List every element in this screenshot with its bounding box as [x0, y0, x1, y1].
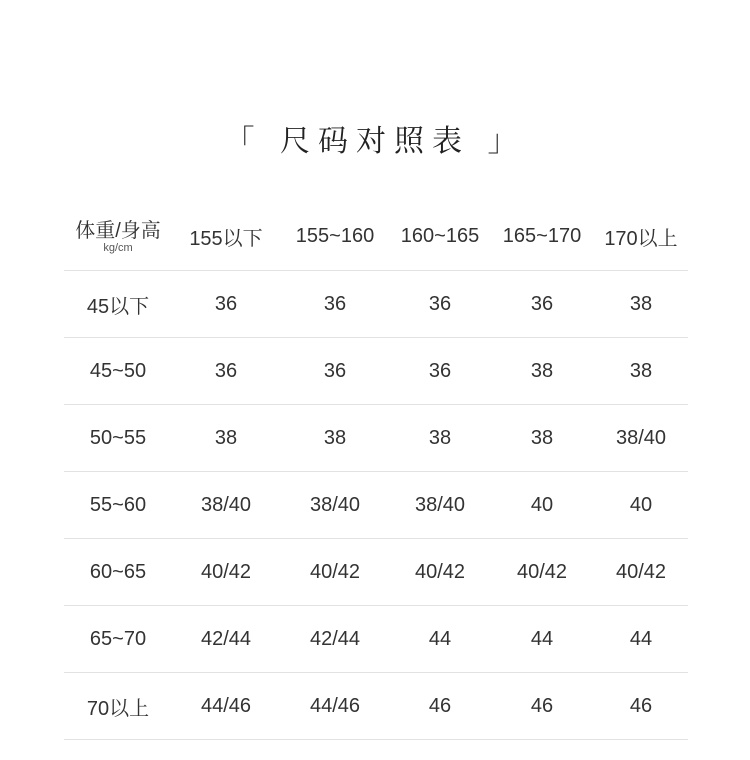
column-header: 160~165	[400, 225, 480, 247]
size-cell: 38/40	[200, 493, 252, 516]
size-cell: 38	[214, 426, 238, 449]
table-row	[64, 338, 688, 405]
table-row	[64, 539, 688, 606]
size-cell: 38	[530, 426, 554, 449]
column-header: 165~170	[502, 225, 582, 247]
title-open-bracket: 「	[224, 124, 263, 159]
table-header-row	[64, 203, 688, 271]
size-cell: 36	[428, 359, 452, 382]
page-title	[0, 116, 750, 160]
size-cell: 38	[530, 359, 554, 382]
size-cell: 42/44	[200, 627, 252, 650]
table-row	[64, 606, 688, 673]
size-cell: 44/46	[309, 694, 361, 717]
size-cell: 40	[629, 493, 653, 516]
size-cell: 36	[428, 292, 452, 315]
size-cell: 38/40	[309, 493, 361, 516]
row-header: 55~60	[89, 493, 147, 516]
size-cell: 46	[428, 694, 452, 717]
size-cell: 40/42	[200, 560, 252, 583]
size-cell: 40/42	[309, 560, 361, 583]
size-cell: 38/40	[615, 426, 667, 449]
corner-header-label: 体重/身高	[75, 219, 161, 242]
size-cell: 36	[214, 359, 238, 382]
row-header: 60~65	[89, 560, 147, 583]
column-header: 155~160	[295, 225, 375, 247]
size-cell: 36	[323, 292, 347, 315]
size-cell: 38	[323, 426, 347, 449]
column-header: 170以上	[604, 228, 678, 250]
size-cell: 38	[629, 292, 653, 315]
title-text: 尺码对照表	[280, 124, 470, 159]
row-header: 65~70	[89, 627, 147, 650]
size-cell: 44	[428, 627, 452, 650]
column-header: 155以下	[189, 228, 263, 250]
size-cell: 40/42	[615, 560, 667, 583]
size-cell: 38/40	[414, 493, 466, 516]
size-cell: 38	[629, 359, 653, 382]
row-header: 45以下	[86, 295, 150, 318]
size-cell: 46	[629, 694, 653, 717]
row-header: 50~55	[89, 426, 147, 449]
size-cell: 44	[629, 627, 653, 650]
size-cell: 40/42	[414, 560, 466, 583]
table-row	[64, 405, 688, 472]
row-header: 45~50	[89, 359, 147, 382]
size-chart-table	[64, 203, 688, 740]
corner-header	[64, 220, 172, 254]
size-cell: 40/42	[516, 560, 568, 583]
table-row	[64, 271, 688, 338]
corner-header-unit: kg/cm	[103, 241, 133, 254]
row-header: 70以上	[86, 697, 150, 720]
size-cell: 42/44	[309, 627, 361, 650]
size-cell: 44/46	[200, 694, 252, 717]
table-row	[64, 673, 688, 740]
size-cell: 36	[530, 292, 554, 315]
size-cell: 44	[530, 627, 554, 650]
size-cell: 40	[530, 493, 554, 516]
size-cell: 46	[530, 694, 554, 717]
size-cell: 36	[323, 359, 347, 382]
title-close-bracket: 」	[487, 124, 526, 159]
table-row	[64, 472, 688, 539]
size-cell: 38	[428, 426, 452, 449]
size-cell: 36	[214, 292, 238, 315]
